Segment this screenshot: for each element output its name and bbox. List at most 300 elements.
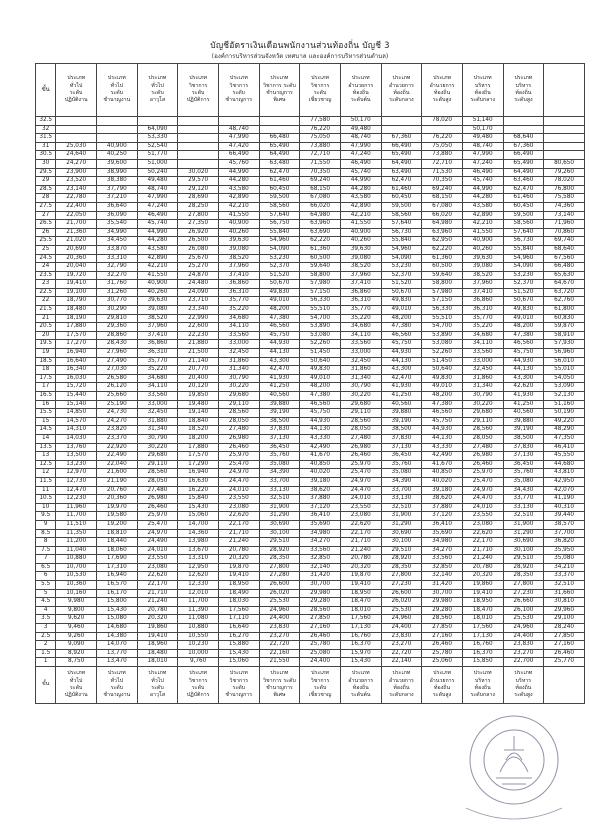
- salary-cell: 64,980: [300, 211, 341, 220]
- salary-cell: 25,660: [96, 392, 137, 401]
- salary-cell: 10,530: [56, 572, 97, 581]
- salary-cell: 34,270: [300, 538, 341, 547]
- salary-cell: 41,550: [137, 271, 178, 280]
- salary-cell: 19,410: [56, 280, 97, 289]
- salary-cell: 23,080: [340, 512, 381, 521]
- salary-cell: 41,250: [259, 383, 300, 392]
- salary-cell: 57,980: [422, 288, 463, 297]
- salary-cell: 42,210: [340, 211, 381, 220]
- salary-cell: 34,450: [96, 237, 137, 246]
- salary-cell: 39,440: [544, 512, 585, 521]
- salary-cell: 35,080: [544, 555, 585, 564]
- salary-cell: 43,300: [259, 357, 300, 366]
- page-title: บัญชีอัตราเงินเดือนพนักงานส่วนท้องถิ่น บัญชี 3: [210, 41, 390, 51]
- column-header-line: ท้องถิ่น: [393, 685, 410, 691]
- salary-cell: 33,560: [218, 331, 259, 340]
- salary-cell: [178, 159, 219, 168]
- table-row: [36, 159, 585, 168]
- step-cell: 29: [36, 177, 56, 186]
- step-cell: 24: [36, 263, 56, 272]
- salary-cell: 23,550: [340, 503, 381, 512]
- table-row: [36, 280, 585, 289]
- salary-cell: 24,480: [178, 280, 219, 289]
- salary-cell: 38,520: [340, 263, 381, 272]
- salary-cell: 27,480: [218, 426, 259, 435]
- salary-cell: 18,010: [137, 658, 178, 667]
- salary-cell: 33,000: [340, 349, 381, 358]
- step-cell: 21: [36, 314, 56, 323]
- column-header-line: อาวุโส: [149, 692, 166, 699]
- table-row: [36, 263, 585, 272]
- salary-cell: 20,780: [137, 606, 178, 615]
- salary-cell: 15,140: [56, 400, 97, 409]
- salary-cell: 29,110: [340, 409, 381, 418]
- column-header-line: ท้องถิ่น: [393, 90, 410, 96]
- salary-cell: 19,410: [462, 589, 503, 598]
- column-header-line: ระดับ: [232, 685, 246, 691]
- step-cell: 20: [36, 331, 56, 340]
- table-body: [36, 117, 585, 667]
- salary-cell: 26,500: [178, 237, 219, 246]
- salary-cell: 10,550: [178, 632, 219, 641]
- salary-cell: [544, 125, 585, 134]
- salary-cell: [544, 151, 585, 160]
- salary-cell: 20,120: [178, 383, 219, 392]
- salary-cell: 17,130: [462, 632, 503, 641]
- salary-cell: 26,460: [218, 443, 259, 452]
- salary-cell: 42,890: [218, 194, 259, 203]
- column-header-line: ชำนาญการ: [225, 692, 253, 699]
- salary-cell: 20,320: [137, 615, 178, 624]
- salary-cell: 51,160: [544, 400, 585, 409]
- step-cell: 8: [36, 538, 56, 547]
- salary-cell: 45,750: [259, 331, 300, 340]
- salary-cell: 30,790: [218, 374, 259, 383]
- salary-cell: 64,090: [137, 125, 178, 134]
- step-cell: 22: [36, 297, 56, 306]
- salary-cell: 26,120: [96, 383, 137, 392]
- salary-cell: [178, 151, 219, 160]
- salary-cell: 10,230: [178, 641, 219, 650]
- step-cell: 29.5: [36, 168, 56, 177]
- salary-cell: 13,760: [56, 443, 97, 452]
- step-cell: 11: [36, 486, 56, 495]
- table-row: [36, 495, 585, 504]
- salary-cell: 43,300: [503, 374, 544, 383]
- table-row: [36, 658, 585, 667]
- salary-cell: 19,410: [340, 581, 381, 590]
- salary-cell: 22,040: [96, 460, 137, 469]
- salary-cell: 28,920: [259, 546, 300, 555]
- salary-cell: 40,560: [259, 392, 300, 401]
- column-header-line: อาวุโส: [149, 97, 166, 104]
- salary-cell: 11,350: [56, 529, 97, 538]
- salary-cell: [137, 117, 178, 126]
- salary-cell: 21,140: [178, 357, 219, 366]
- salary-cell: 27,350: [178, 220, 219, 229]
- salary-cell: 20,690: [56, 245, 97, 254]
- table-row: [36, 434, 585, 443]
- salary-cell: 29,110: [218, 400, 259, 409]
- salary-cell: 50,670: [381, 288, 422, 297]
- salary-cell: [56, 117, 97, 126]
- salary-cell: 55,840: [381, 237, 422, 246]
- salary-cell: 46,560: [259, 323, 300, 332]
- salary-cell: 22,230: [178, 331, 219, 340]
- salary-cell: 32,850: [422, 563, 463, 572]
- salary-cell: 51,520: [503, 288, 544, 297]
- salary-cell: 61,460: [381, 185, 422, 194]
- salary-cell: 25,670: [178, 254, 219, 263]
- salary-cell: 25,190: [96, 400, 137, 409]
- salary-cell: 67,080: [300, 194, 341, 203]
- salary-cell: 68,150: [422, 194, 463, 203]
- salary-cell: 21,020: [56, 237, 97, 246]
- salary-cell: 18,480: [56, 306, 97, 315]
- salary-cell: 31,860: [462, 374, 503, 383]
- salary-cell: 36,820: [544, 538, 585, 547]
- salary-cell: 39,600: [96, 159, 137, 168]
- salary-cell: 45,760: [218, 159, 259, 168]
- step-cell: 14: [36, 434, 56, 443]
- salary-cell: 12,010: [178, 589, 219, 598]
- salary-cell: 47,240: [137, 202, 178, 211]
- salary-cell: 37,410: [462, 288, 503, 297]
- salary-cell: 37,790: [96, 185, 137, 194]
- salary-cell: 60,450: [259, 185, 300, 194]
- salary-cell: 16,370: [340, 641, 381, 650]
- salary-cell: 63,480: [259, 159, 300, 168]
- salary-cell: 15,060: [218, 658, 259, 667]
- salary-cell: 10,360: [56, 581, 97, 590]
- salary-cell: 25,060: [422, 658, 463, 667]
- salary-cell: 26,580: [96, 374, 137, 383]
- salary-cell: 13,500: [56, 452, 97, 461]
- table-row: [36, 615, 585, 624]
- table-row: [36, 563, 585, 572]
- salary-cell: 22,920: [96, 443, 137, 452]
- salary-cell: 62,470: [259, 168, 300, 177]
- salary-cell: 10,000: [178, 649, 219, 658]
- salary-cell: 30,700: [422, 589, 463, 598]
- salary-cell: 33,130: [381, 495, 422, 504]
- table-row: [36, 426, 585, 435]
- salary-cell: 36,410: [422, 520, 463, 529]
- table-row: [36, 185, 585, 194]
- salary-cell: 13,670: [178, 546, 219, 555]
- column-header-line: ชำนาญการ: [225, 97, 253, 104]
- salary-cell: 40,020: [300, 469, 341, 478]
- salary-cell: 27,030: [96, 366, 137, 375]
- salary-cell: 12,970: [56, 469, 97, 478]
- salary-cell: 50,190: [544, 409, 585, 418]
- salary-cell: 39,630: [340, 245, 381, 254]
- salary-cell: 15,840: [178, 495, 219, 504]
- salary-cell: 62,220: [300, 237, 341, 246]
- salary-cell: 22,720: [381, 649, 422, 658]
- salary-cell: 65,490: [503, 159, 544, 168]
- salary-cell: 21,240: [218, 538, 259, 547]
- salary-cell: 23,340: [178, 306, 219, 315]
- salary-cell: 29,980: [300, 589, 341, 598]
- salary-cell: 70,350: [300, 168, 341, 177]
- salary-cell: 9,620: [56, 615, 97, 624]
- salary-cell: [178, 125, 219, 134]
- salary-cell: 28,560: [218, 409, 259, 418]
- salary-cell: 45,740: [340, 168, 381, 177]
- salary-cell: 24,400: [381, 624, 422, 633]
- salary-cell: 26,980: [462, 452, 503, 461]
- salary-cell: 32,510: [381, 503, 422, 512]
- salary-cell: 20,780: [218, 546, 259, 555]
- salary-cell: 24,960: [259, 606, 300, 615]
- salary-cell: 52,130: [544, 392, 585, 401]
- salary-cell: 22,720: [259, 641, 300, 650]
- salary-cell: 79,260: [544, 168, 585, 177]
- salary-cell: 62,220: [422, 245, 463, 254]
- salary-cell: 55,840: [503, 245, 544, 254]
- table-row: [36, 503, 585, 512]
- step-cell: 32: [36, 125, 56, 134]
- salary-cell: 70,860: [544, 228, 585, 237]
- salary-cell: 21,710: [218, 529, 259, 538]
- table-row: [36, 288, 585, 297]
- salary-cell: 66,480: [259, 134, 300, 143]
- salary-cell: 33,560: [462, 349, 503, 358]
- salary-cell: 69,240: [300, 177, 341, 186]
- step-cell: 5: [36, 589, 56, 598]
- step-cell: 4: [36, 606, 56, 615]
- column-header-line: ระดับกลาง: [470, 97, 495, 104]
- salary-cell: 38,500: [381, 426, 422, 435]
- salary-cell: 80,650: [544, 159, 585, 168]
- salary-cell: 9,760: [178, 658, 219, 667]
- salary-cell: 41,550: [218, 211, 259, 220]
- salary-cell: 33,560: [300, 546, 341, 555]
- salary-cell: 44,280: [340, 185, 381, 194]
- salary-cell: 65,490: [259, 142, 300, 151]
- column-header-line: ปฏิบัติการ: [186, 692, 210, 699]
- salary-cell: 66,480: [544, 263, 585, 272]
- column-header-line: วิชาการ: [229, 677, 249, 684]
- salary-cell: 63,460: [503, 177, 544, 186]
- salary-cell: 40,260: [218, 228, 259, 237]
- salary-cell: 40,900: [137, 280, 178, 289]
- salary-cell: 20,360: [96, 495, 137, 504]
- salary-cell: 25,530: [503, 615, 544, 624]
- table-row: [36, 211, 585, 220]
- salary-cell: 44,280: [462, 194, 503, 203]
- salary-cell: 11,390: [178, 606, 219, 615]
- column-header-line: ระดับสูง: [514, 692, 533, 699]
- salary-cell: 45,550: [544, 452, 585, 461]
- step-cell: 1: [36, 658, 56, 667]
- salary-cell: 42,470: [381, 374, 422, 383]
- salary-cell: 34,680: [340, 323, 381, 332]
- salary-cell: 60,500: [422, 263, 463, 272]
- salary-cell: 56,730: [503, 237, 544, 246]
- salary-cell: 52,370: [503, 280, 544, 289]
- salary-cell: 17,110: [218, 615, 259, 624]
- salary-cell: 41,550: [462, 228, 503, 237]
- column-header-line: เชี่ยวชาญ: [308, 97, 332, 104]
- salary-cell: 58,800: [422, 280, 463, 289]
- column-header-line: ประเภท: [229, 75, 248, 82]
- salary-cell: [178, 142, 219, 151]
- salary-cell: 75,050: [422, 142, 463, 151]
- header-col-12: [503, 64, 544, 117]
- salary-cell: 56,750: [259, 220, 300, 229]
- salary-cell: 36,310: [340, 297, 381, 306]
- salary-cell: 28,560: [340, 417, 381, 426]
- salary-cell: 17,130: [340, 624, 381, 633]
- salary-cell: 58,910: [544, 331, 585, 340]
- salary-cell: 29,570: [178, 177, 219, 186]
- step-cell: 3.5: [36, 615, 56, 624]
- step-cell: 26: [36, 228, 56, 237]
- salary-cell: 14,360: [178, 529, 219, 538]
- salary-cell: 32,140: [300, 563, 341, 572]
- salary-cell: 35,220: [218, 306, 259, 315]
- salary-cell: [259, 117, 300, 126]
- salary-cell: 14,700: [178, 520, 219, 529]
- column-header-line: ระดับ: [69, 90, 83, 96]
- salary-cell: 24,010: [340, 495, 381, 504]
- column-header-line: ระดับกลาง: [470, 692, 495, 699]
- salary-cell: 20,780: [340, 555, 381, 564]
- step-cell: 18.5: [36, 357, 56, 366]
- salary-cell: 34,680: [137, 374, 178, 383]
- salary-cell: 25,970: [218, 452, 259, 461]
- salary-cell: 22,170: [137, 581, 178, 590]
- salary-cell: 55,510: [422, 314, 463, 323]
- column-header-line: ประเภท: [107, 75, 126, 82]
- salary-cell: 37,960: [462, 280, 503, 289]
- salary-cell: 34,110: [340, 331, 381, 340]
- salary-cell: 42,890: [340, 202, 381, 211]
- salary-cell: 50,240: [137, 168, 178, 177]
- column-header-line: ประเภท: [67, 670, 86, 677]
- salary-cell: 11,200: [56, 538, 97, 547]
- step-cell: 27: [36, 211, 56, 220]
- salary-cell: 44,930: [422, 426, 463, 435]
- salary-cell: 48,290: [544, 426, 585, 435]
- salary-cell: 51,140: [462, 117, 503, 126]
- salary-cell: 49,480: [462, 134, 503, 143]
- salary-cell: 42,890: [137, 254, 178, 263]
- step-cell: 19.5: [36, 340, 56, 349]
- salary-cell: 21,240: [462, 555, 503, 564]
- salary-cell: 22,400: [56, 202, 97, 211]
- salary-cell: 48,200: [259, 306, 300, 315]
- salary-cell: 23,830: [503, 641, 544, 650]
- salary-cell: 75,580: [544, 194, 585, 203]
- salary-cell: 11,700: [56, 512, 97, 521]
- salary-cell: [544, 142, 585, 151]
- step-cell: 20.5: [36, 323, 56, 332]
- column-header-line: วิชาการ: [188, 82, 208, 89]
- table-row: [36, 357, 585, 366]
- salary-cell: 62,470: [503, 185, 544, 194]
- salary-cell: 31,340: [218, 366, 259, 375]
- salary-cell: 30,790: [137, 434, 178, 443]
- salary-cell: 19,970: [96, 503, 137, 512]
- salary-cell: 30,690: [503, 538, 544, 547]
- salary-cell: 30,100: [259, 529, 300, 538]
- step-cell: 12.5: [36, 460, 56, 469]
- salary-cell: 50,170: [462, 125, 503, 134]
- salary-cell: 34,110: [462, 340, 503, 349]
- salary-cell: 37,960: [340, 271, 381, 280]
- salary-cell: 45,750: [422, 417, 463, 426]
- salary-cell: 54,090: [381, 254, 422, 263]
- salary-cell: 25,530: [381, 606, 422, 615]
- salary-cell: 26,020: [259, 589, 300, 598]
- salary-cell: 24,400: [300, 658, 341, 667]
- salary-cell: 41,670: [422, 460, 463, 469]
- salary-cell: 18,960: [137, 641, 178, 650]
- salary-cell: 19,200: [96, 520, 137, 529]
- salary-cell: 64,490: [381, 159, 422, 168]
- salary-cell: 14,070: [96, 641, 137, 650]
- salary-cell: 55,010: [544, 366, 585, 375]
- salary-cell: 24,470: [462, 495, 503, 504]
- salary-cell: 40,260: [340, 237, 381, 246]
- salary-cell: 20,780: [462, 563, 503, 572]
- table-row: [36, 237, 585, 246]
- salary-cell: 34,990: [96, 228, 137, 237]
- step-cell: 7: [36, 555, 56, 564]
- salary-cell: 11,960: [56, 503, 97, 512]
- salary-cell: 49,480: [340, 125, 381, 134]
- salary-cell: 58,560: [503, 220, 544, 229]
- salary-cell: 40,020: [422, 477, 463, 486]
- salary-cell: 39,880: [503, 417, 544, 426]
- step-cell: 17: [36, 383, 56, 392]
- salary-cell: 40,250: [96, 151, 137, 160]
- salary-cell: 24,090: [178, 288, 219, 297]
- salary-cell: 12,330: [178, 581, 219, 590]
- salary-cell: 15,080: [96, 615, 137, 624]
- salary-cell: 34,980: [422, 538, 463, 547]
- salary-cell: 47,380: [300, 392, 341, 401]
- salary-cell: 22,620: [340, 520, 381, 529]
- step-cell: 10.5: [36, 495, 56, 504]
- salary-cell: 37,410: [218, 271, 259, 280]
- salary-cell: 28,560: [422, 615, 463, 624]
- salary-cell: 42,950: [544, 477, 585, 486]
- salary-cell: 36,310: [218, 288, 259, 297]
- salary-cell: 22,990: [178, 314, 219, 323]
- salary-cell: 18,440: [96, 538, 137, 547]
- salary-cell: 23,830: [259, 624, 300, 633]
- salary-cell: [259, 125, 300, 134]
- salary-cell: 30,770: [96, 297, 137, 306]
- salary-cell: 33,310: [96, 254, 137, 263]
- salary-cell: [381, 117, 422, 126]
- salary-cell: 27,800: [381, 572, 422, 581]
- salary-cell: 47,990: [218, 134, 259, 143]
- salary-cell: 24,970: [462, 486, 503, 495]
- salary-cell: 15,440: [56, 392, 97, 401]
- salary-cell: 14,680: [96, 624, 137, 633]
- salary-cell: 18,480: [137, 649, 178, 658]
- salary-cell: 77,580: [300, 117, 341, 126]
- salary-cell: 35,540: [96, 220, 137, 229]
- salary-cell: 38,520: [462, 271, 503, 280]
- salary-cell: 37,960: [218, 263, 259, 272]
- salary-cell: 67,080: [422, 202, 463, 211]
